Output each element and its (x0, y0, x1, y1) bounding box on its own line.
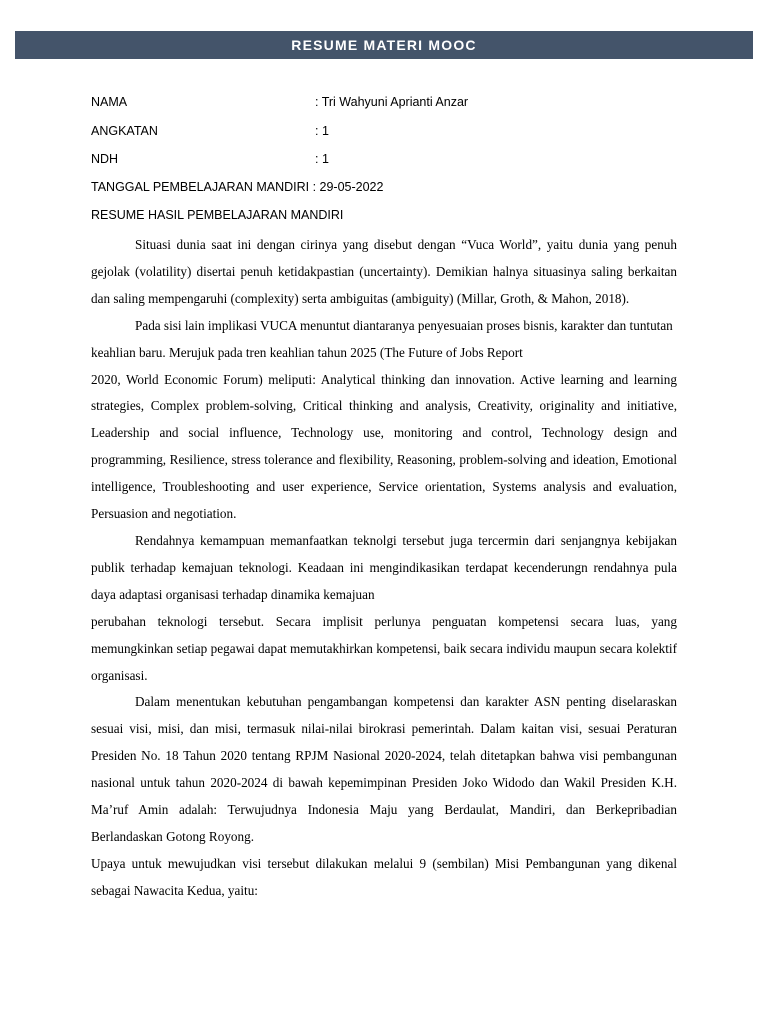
angkatan-value: : 1 (315, 124, 329, 138)
resume-body (91, 232, 677, 905)
paragraph-mission: Upaya untuk mewujudkan visi tersebut dilakukan melalui 9 (sembilan) Misi Pembangunan yang dikenal sebagai Nawacita Kedua, yaitu: (91, 855, 677, 898)
paragraph-competency: perubahan teknologi tersebut. Secara implisit perlunya penguatan kompetensi secara luas, yang memungkinkan setiap pegawai dapat memutakhirkan kompetensi, baik secara individu maupun secara kolektif organisasi. (91, 613, 677, 683)
ndh-label: NDH (91, 152, 119, 166)
nama-label: NAMA (91, 95, 128, 109)
paragraph-skills-list: 2020, World Economic Forum) meliputi: Analytical thinking dan innovation. Active learning and learning strategies, Complex problem-solving, Critical thinking and analysis, Creativity, originality and initiative, Leadership and social influence, Technology use, monitoring and control, Technology design and programming, Resilience, stress tolerance and flexibility, Reasoning, problem-solving and ideation, Emotional intelligence, Troubleshooting and user experience, Service orientation, Systems analysis and evaluation, Persuasion and negotiation. (91, 371, 677, 522)
paragraph-skills-intro: Pada sisi lain implikasi VUCA menuntut diantaranya penyesuaian proses bisnis, karakter dan tuntutan keahlian baru. Merujuk pada tren keahlian tahun 2025 (The Future of Jobs Report (91, 317, 673, 360)
ndh-value: : 1 (315, 152, 329, 166)
document-title: RESUME MATERI MOOC (291, 37, 477, 53)
tanggal-line: TANGGAL PEMBELAJARAN MANDIRI : 29-05-2022 (91, 180, 384, 194)
resume-heading: RESUME HASIL PEMBELAJARAN MANDIRI (91, 208, 344, 222)
paragraph-vuca: Situasi dunia saat ini dengan cirinya yang disebut dengan “Vuca World”, yaitu dunia yang penuh gejolak (volatility) disertai penuh ketidakpastian (uncertainty). Demikian halnya situasinya saling berkaitan dan saling mempengaruhi (complexity) serta ambiguitas (ambiguity) (Millar, Groth, & Mahon, 2018). (91, 237, 677, 306)
angkatan-label: ANGKATAN (91, 124, 158, 138)
paragraph-vision: Dalam menentukan kebutuhan pengambangan kompetensi dan karakter ASN penting diselaraskan sesuai visi, misi, dan misi, termasuk nilai-nilai birokrasi pemerintah. Dalam kaitan visi, sesuai Peraturan Presiden No. 18 Tahun 2020 tentang RPJM Nasional 2020-2024, telah ditetapkan bahwa visi pembangunan nasional untuk tahun 2020-2024 di bawah kepemimpinan Presiden Joko Widodo dan Wakil Presiden K.H. Ma’ruf Amin adalah: Terwujudnya Indonesia Maju yang Berdaulat, Mandiri, dan Berkepribadian Berlandaskan Gotong Royong. (91, 694, 677, 844)
nama-value: : Tri Wahyuni Aprianti Anzar (315, 95, 469, 109)
header-bar (15, 31, 753, 59)
paragraph-technology-gap: Rendahnya kemampuan memanfaatkan teknolgi tersebut juga tercermin dari senjangnya kebijakan publik terhadap kemajuan teknologi. Keadaan ini mengindikasikan terdapat kecenderungn rendahnya pula daya adaptasi organisasi terhadap dinamika kemajuan (91, 532, 677, 602)
